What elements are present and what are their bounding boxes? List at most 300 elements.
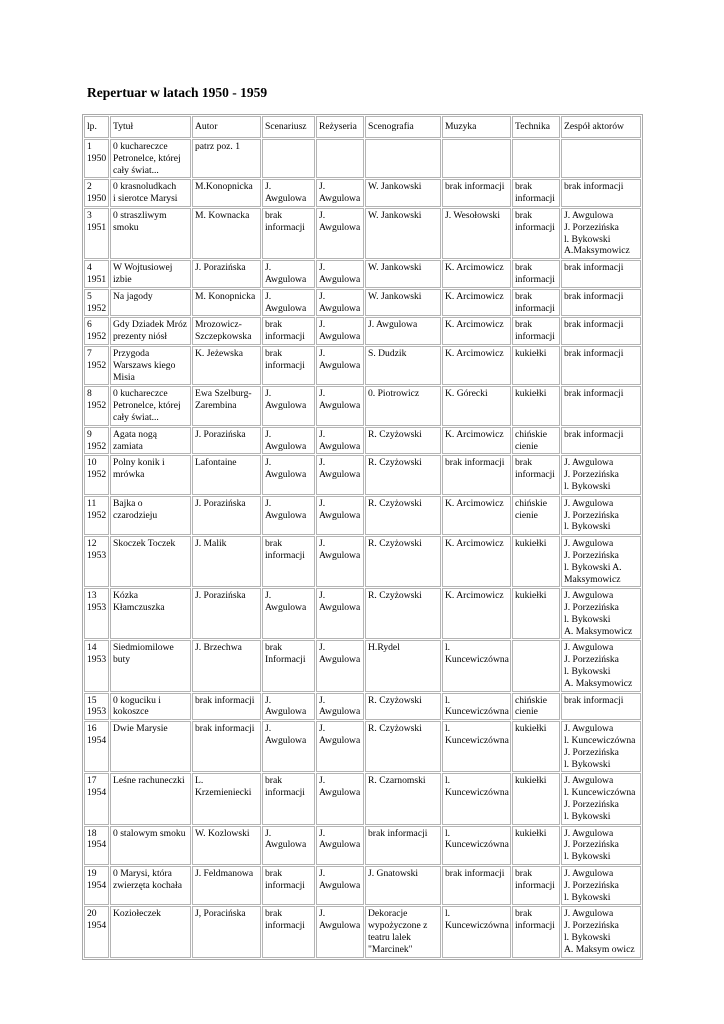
cell-text-line: J. Porzezińska (564, 469, 619, 481)
table-row (84, 208, 641, 259)
cell-autor (192, 317, 261, 345)
cell-text-line: W Wojtusiowej (113, 262, 173, 274)
cell-text-line: wypożyczone z (368, 920, 428, 932)
header-row (84, 116, 641, 138)
cell-text-line: brak (265, 538, 283, 550)
cell-text-line: 0 stalowym smoku (113, 827, 186, 839)
cell-text-line: brak (515, 262, 533, 274)
table-row (84, 866, 641, 905)
cell-text-line: K. Jeżewska (195, 347, 243, 359)
cell-text-line: l. (445, 694, 451, 706)
cell-scenografia (365, 317, 441, 345)
cell-text-line: Awgulowa (319, 509, 361, 521)
cell-text-line: 1953 (87, 602, 107, 614)
cell-tytul (110, 496, 191, 535)
table-row (84, 773, 641, 824)
cell-muzyka (442, 906, 511, 957)
cell-text-line: 1954 (87, 735, 107, 747)
cell-rezyseria (316, 289, 364, 317)
cell-text-line: "Marcinek" (368, 943, 413, 955)
cell-text-line: 0 krasnoludkach (113, 181, 177, 193)
cell-text-line: l. Bykowski (564, 891, 611, 903)
cell-autor (192, 826, 261, 865)
cell-text-line: R. Czyżowski (368, 538, 422, 550)
cell-text-line: brak (265, 908, 283, 920)
cell-text-line: J. Brzechwa (195, 642, 242, 654)
cell-text-line: cały świat... (113, 411, 159, 423)
cell-text-line: J. (319, 262, 326, 274)
cell-tytul (110, 346, 191, 385)
cell-rezyseria (316, 179, 364, 207)
cell-scenariusz (262, 346, 315, 385)
cell-text-line: J. Porzezińska (564, 879, 619, 891)
cell-rezyseria (316, 721, 364, 772)
cell-text-line: 3 (87, 209, 92, 221)
cell-text-line: 1952 (87, 302, 107, 314)
cell-muzyka (442, 346, 511, 385)
cell-text-line: J. (319, 868, 326, 880)
cell-technika (512, 640, 560, 691)
cell-text-line: cienie (515, 509, 538, 521)
cell-text-line: J. (319, 388, 326, 400)
cell-rezyseria (316, 588, 364, 639)
cell-text-line: 19 (87, 868, 97, 880)
cell-technika (512, 386, 560, 425)
cell-text-line: J. (265, 723, 272, 735)
cell-text-line: R. Czyżowski (368, 590, 422, 602)
cell-lp (84, 866, 109, 905)
cell-text-line: Awgulowa (319, 654, 361, 666)
cell-muzyka (442, 721, 511, 772)
cell-text-line: J. (319, 723, 326, 735)
cell-rezyseria (316, 826, 364, 865)
cell-tytul (110, 455, 191, 494)
table-row (84, 139, 641, 178)
cell-text-line: L. (195, 775, 204, 787)
cell-text-line: 1954 (87, 839, 107, 851)
cell-text-line: K. Arcimowicz (445, 428, 504, 440)
table-row (84, 289, 641, 317)
cell-technika (512, 536, 560, 587)
cell-rezyseria (316, 693, 364, 721)
cell-text-line: Awgulowa (319, 735, 361, 747)
cell-text-line: J. Awgulowa (564, 908, 614, 920)
cell-muzyka (442, 386, 511, 425)
cell-text-line: kukiełki (515, 775, 547, 787)
cell-text-line: Awgulowa (319, 331, 361, 343)
cell-muzyka (442, 139, 511, 178)
cell-text-line: informacji (265, 331, 305, 343)
cell-text-line: J. Awgulowa (564, 868, 614, 880)
cell-text-line: 1952 (87, 509, 107, 521)
cell-technika (512, 496, 560, 535)
cell-tytul (110, 588, 191, 639)
cell-scenariusz (262, 139, 315, 178)
cell-technika (512, 826, 560, 865)
table-row (84, 721, 641, 772)
cell-text-line: Kłamczuszka (113, 602, 165, 614)
cell-autor (192, 179, 261, 207)
cell-text-line: informacji (265, 879, 305, 891)
table-row (84, 386, 641, 425)
cell-zespol (561, 536, 641, 587)
cell-zespol (561, 208, 641, 259)
table-row (84, 427, 641, 455)
cell-text-line: 12 (87, 538, 97, 550)
cell-zespol (561, 139, 641, 178)
cell-text-line: J. Porzezińska (564, 602, 619, 614)
cell-text-line: brak (515, 209, 533, 221)
column-header-technika: Technika (512, 116, 560, 138)
cell-zespol (561, 773, 641, 824)
cell-text-line: 1952 (87, 469, 107, 481)
cell-text-line: K. Arcimowicz (445, 538, 504, 550)
cell-text-line: J. Porzezińska (564, 221, 619, 233)
cell-zespol (561, 866, 641, 905)
cell-rezyseria (316, 773, 364, 824)
table-row (84, 260, 641, 288)
cell-text-line: Awgulowa (319, 549, 361, 561)
cell-scenografia (365, 536, 441, 587)
cell-text-line: 2 (87, 181, 92, 193)
cell-text-line: Kuncewiczówna (445, 920, 509, 932)
cell-text-line: Bajka o (113, 497, 143, 509)
cell-text-line: teatru lalek (368, 932, 411, 944)
cell-technika (512, 260, 560, 288)
cell-scenografia (365, 386, 441, 425)
cell-scenariusz (262, 455, 315, 494)
cell-text-line: informacji (265, 787, 305, 799)
cell-text-line: J. Awgulowa (564, 827, 614, 839)
cell-text-line: Awgulowa (319, 359, 361, 371)
cell-text-line: J. (265, 457, 272, 469)
cell-text-line: Polny konik i (113, 457, 165, 469)
cell-scenariusz (262, 721, 315, 772)
cell-text-line: J. (265, 181, 272, 193)
cell-text-line: J, Poracińska (195, 908, 246, 920)
cell-text-line: 20 (87, 908, 97, 920)
cell-tytul (110, 640, 191, 691)
table-row (84, 346, 641, 385)
cell-autor (192, 693, 261, 721)
cell-text-line: l. Bykowski (564, 758, 611, 770)
cell-text-line: J. Malik (195, 538, 227, 550)
cell-scenografia (365, 139, 441, 178)
cell-text-line: J. (319, 181, 326, 193)
cell-text-line: W. Jankowski (368, 209, 422, 221)
cell-lp (84, 346, 109, 385)
cell-text-line: Awgulowa (319, 879, 361, 891)
column-header-scenariusz: Scenariusz (262, 116, 315, 138)
cell-muzyka (442, 640, 511, 691)
cell-text-line: chińskie (515, 428, 547, 440)
cell-text-line: Awgulowa (319, 602, 361, 614)
cell-text-line: J. Awgulowa (564, 642, 614, 654)
cell-text-line: J. (265, 590, 272, 602)
cell-text-line: K. Arcimowicz (445, 319, 504, 331)
cell-muzyka (442, 317, 511, 345)
cell-zespol (561, 496, 641, 535)
cell-rezyseria (316, 260, 364, 288)
cell-tytul (110, 386, 191, 425)
cell-text-line: Awgulowa (265, 302, 307, 314)
cell-text-line: Lafontaine (195, 457, 237, 469)
cell-text-line: 1951 (87, 221, 107, 233)
cell-text-line: Awgulowa (319, 193, 361, 205)
cell-autor (192, 866, 261, 905)
cell-text-line: zamiata (113, 440, 143, 452)
cell-text-line: brak (265, 642, 283, 654)
cell-lp (84, 588, 109, 639)
cell-text-line: 9 (87, 428, 92, 440)
cell-text-line: informacji (265, 920, 305, 932)
cell-scenariusz (262, 496, 315, 535)
cell-text-line: cały świat... (113, 164, 159, 176)
cell-text-line: S. Dudzik (368, 347, 407, 359)
cell-text-line: W. Kozlowski (195, 827, 250, 839)
cell-text-line: J. Porazińska (195, 262, 246, 274)
cell-zespol (561, 640, 641, 691)
cell-text-line: 15 (87, 694, 97, 706)
cell-text-line: A.Maksymowicz (564, 245, 630, 257)
cell-scenografia (365, 773, 441, 824)
cell-text-line: brak (515, 181, 533, 193)
cell-lp (84, 693, 109, 721)
cell-technika (512, 179, 560, 207)
cell-technika (512, 317, 560, 345)
cell-text-line: l. Kuncewiczówna (564, 735, 636, 747)
cell-rezyseria (316, 496, 364, 535)
table-row (84, 693, 641, 721)
cell-text-line: informacji (515, 302, 555, 314)
cell-muzyka (442, 496, 511, 535)
cell-text-line: J. (265, 497, 272, 509)
cell-text-line: J. Awgulowa (564, 775, 614, 787)
cell-zespol (561, 317, 641, 345)
cell-text-line: informacji (515, 221, 555, 233)
cell-text-line: K. Arcimowicz (445, 262, 504, 274)
cell-scenariusz (262, 906, 315, 957)
cell-zespol (561, 260, 641, 288)
cell-text-line: Awgulowa (319, 787, 361, 799)
cell-scenografia (365, 427, 441, 455)
cell-text-line: Awgulowa (265, 273, 307, 285)
cell-text-line: informacji (515, 331, 555, 343)
cell-text-line: l. Bykowski (564, 521, 611, 533)
cell-text-line: brak informacji (564, 290, 624, 302)
cell-muzyka (442, 588, 511, 639)
cell-muzyka (442, 536, 511, 587)
cell-text-line: J. (319, 290, 326, 302)
cell-text-line: smoku (113, 221, 139, 233)
cell-lp (84, 427, 109, 455)
cell-zespol (561, 427, 641, 455)
cell-zespol (561, 588, 641, 639)
cell-text-line: J. (319, 642, 326, 654)
page-title: Repertuar w latach 1950 - 1959 (87, 85, 268, 100)
cell-text-line: J. Porazińska (195, 428, 246, 440)
cell-text-line: Awgulowa (319, 221, 361, 233)
cell-technika (512, 693, 560, 721)
cell-rezyseria (316, 640, 364, 691)
cell-text-line: 10 (87, 457, 97, 469)
cell-text-line: brak informacji (564, 181, 624, 193)
cell-tytul (110, 289, 191, 317)
cell-text-line: Awgulowa (319, 440, 361, 452)
cell-text-line: 0 kuchareczce (113, 141, 168, 152)
cell-text-line: kukiełki (515, 538, 547, 550)
cell-text-line: brak (265, 775, 283, 787)
cell-text-line: Warszaws kiego (113, 359, 176, 371)
cell-text-line: J. Awgulowa (368, 319, 418, 331)
column-header-autor: Autor (192, 116, 261, 138)
cell-text-line: 1954 (87, 879, 107, 891)
cell-tytul (110, 693, 191, 721)
cell-text-line: J. (265, 694, 272, 706)
cell-text-line: buty (113, 654, 131, 666)
cell-text-line: Szczepkowska (195, 331, 252, 343)
cell-text-line: Maksymowicz (564, 573, 621, 585)
cell-muzyka (442, 427, 511, 455)
cell-text-line: Siedmiomilowe (113, 642, 174, 654)
cell-text-line: kukiełki (515, 388, 547, 400)
cell-rezyseria (316, 208, 364, 259)
cell-text-line: brak informacji (564, 428, 624, 440)
table-row (84, 455, 641, 494)
cell-text-line: J. (319, 497, 326, 509)
cell-text-line: 13 (87, 590, 97, 602)
cell-text-line: l. (445, 642, 451, 654)
cell-scenografia (365, 721, 441, 772)
cell-text-line: informacji (515, 879, 555, 891)
cell-text-line: Koziołeczek (113, 908, 161, 920)
cell-autor (192, 260, 261, 288)
cell-text-line: Petronelce, której (113, 400, 181, 412)
cell-zespol (561, 346, 641, 385)
cell-tytul (110, 427, 191, 455)
cell-scenariusz (262, 317, 315, 345)
cell-text-line: J. Porzezińska (564, 839, 619, 851)
cell-scenografia (365, 455, 441, 494)
cell-text-line: J. Porzezińska (564, 799, 619, 811)
cell-text-line: Przygoda (113, 347, 150, 359)
repertoire-table (82, 114, 643, 960)
cell-text-line: informacji (515, 193, 555, 205)
cell-text-line: K. Arcimowicz (445, 590, 504, 602)
cell-text-line: J. Wesołowski (445, 209, 501, 221)
cell-text-line: kukiełki (515, 347, 547, 359)
cell-text-line: J. (265, 262, 272, 274)
cell-text-line: J. (265, 388, 272, 400)
cell-text-line: zwierzęta kochała (113, 879, 182, 891)
cell-text-line: l. (445, 723, 451, 735)
cell-lp (84, 455, 109, 494)
cell-autor (192, 906, 261, 957)
cell-text-line: brak (515, 319, 533, 331)
cell-scenariusz (262, 866, 315, 905)
cell-text-line: M.Konopnicka (195, 181, 253, 193)
cell-text-line: J. (265, 290, 272, 302)
cell-text-line: l. Bykowski (564, 810, 611, 822)
cell-text-line: brak (265, 347, 283, 359)
cell-text-line: J. Awgulowa (564, 723, 614, 735)
cell-text-line: l. Bykowski A. (564, 561, 622, 573)
cell-text-line: R. Czyżowski (368, 428, 422, 440)
cell-text-line: informacji (265, 549, 305, 561)
cell-zespol (561, 455, 641, 494)
cell-text-line: brak (515, 457, 533, 469)
cell-text-line: 1950 (87, 193, 107, 205)
cell-text-line: chińskie (515, 497, 547, 509)
cell-text-line: Ewa Szelburg- (195, 388, 252, 400)
cell-scenariusz (262, 427, 315, 455)
cell-text-line: informacji (265, 221, 305, 233)
cell-text-line: Awgulowa (265, 440, 307, 452)
cell-lp (84, 260, 109, 288)
cell-text-line: J. Awgulowa (564, 538, 614, 550)
cell-text-line: H.Rydel (368, 642, 400, 654)
cell-text-line: kukiełki (515, 590, 547, 602)
cell-text-line: 1953 (87, 654, 107, 666)
cell-text-line: 1952 (87, 440, 107, 452)
cell-text-line: M. Kownacka (195, 209, 250, 221)
cell-autor (192, 536, 261, 587)
cell-text-line: R. Czyżowski (368, 457, 422, 469)
cell-autor (192, 289, 261, 317)
cell-scenografia (365, 260, 441, 288)
cell-muzyka (442, 289, 511, 317)
cell-text-line: Kuncewiczówna (445, 706, 509, 718)
cell-text-line: brak informacji (445, 868, 505, 880)
cell-text-line: R. Czyżowski (368, 497, 422, 509)
cell-text-line: Awgulowa (265, 735, 307, 747)
cell-text-line: 1951 (87, 273, 107, 285)
cell-autor (192, 208, 261, 259)
cell-text-line: R. Czarnomski (368, 775, 426, 787)
cell-autor (192, 139, 261, 178)
cell-text-line: brak informacji (564, 694, 624, 706)
cell-text-line: brak informacji (195, 723, 255, 735)
cell-text-line: Kuncewiczówna (445, 654, 509, 666)
cell-text-line: Informacji (265, 654, 306, 666)
cell-scenariusz (262, 640, 315, 691)
cell-text-line: l. Bykowski (564, 851, 611, 863)
cell-text-line: brak (515, 290, 533, 302)
cell-autor (192, 455, 261, 494)
cell-text-line: Mrozowicz- (195, 319, 242, 331)
cell-text-line: Awgulowa (265, 509, 307, 521)
cell-text-line: 4 (87, 262, 92, 274)
cell-text-line: brak informacji (564, 347, 624, 359)
cell-text-line: Awgulowa (265, 602, 307, 614)
cell-text-line: W. Jankowski (368, 181, 422, 193)
cell-text-line: J. (319, 694, 326, 706)
cell-zespol (561, 693, 641, 721)
cell-tytul (110, 317, 191, 345)
cell-text-line: Awgulowa (265, 706, 307, 718)
cell-tytul (110, 536, 191, 587)
cell-text-line: Kuncewiczówna (445, 839, 509, 851)
cell-text-line: J. (319, 347, 326, 359)
cell-lp (84, 386, 109, 425)
cell-tytul (110, 208, 191, 259)
cell-text-line: J. Awgulowa (564, 457, 614, 469)
cell-text-line: brak informacji (564, 319, 624, 331)
cell-text-line: brak (265, 319, 283, 331)
cell-scenariusz (262, 208, 315, 259)
cell-text-line: prezenty niósł (113, 331, 168, 343)
cell-muzyka (442, 455, 511, 494)
